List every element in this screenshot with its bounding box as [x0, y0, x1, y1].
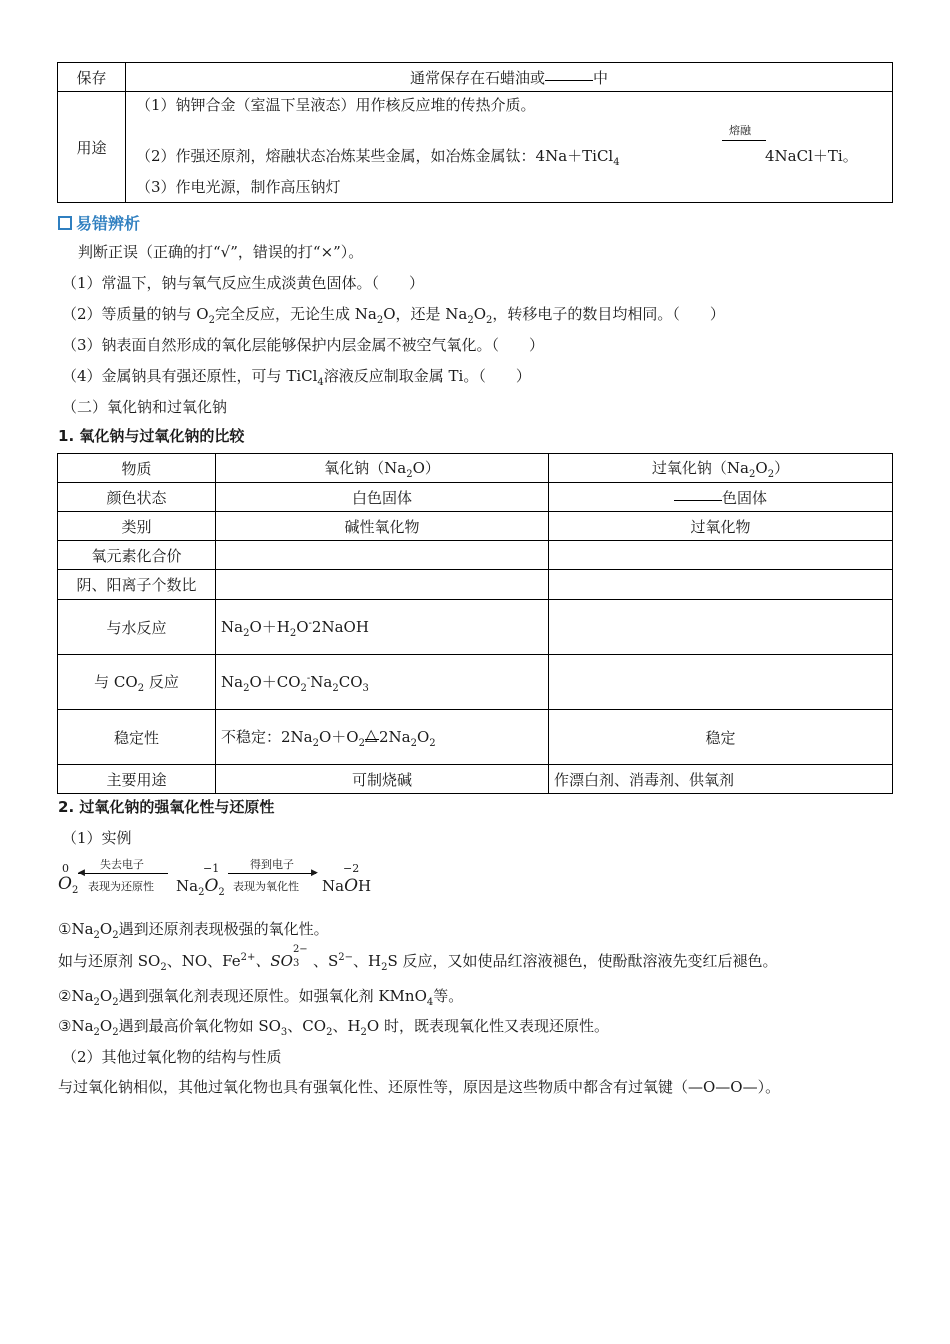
row-color-label: 颜色状态 [58, 483, 216, 512]
row-valence-na2o[interactable] [216, 541, 549, 570]
row-valence-na2o2[interactable] [549, 541, 893, 570]
error-q4: （4）金属钠具有强还原性，可与 TiCl$_4$溶液反应制取金属 Ti。（ ） [62, 367, 531, 388]
valence-0: 0 [62, 862, 69, 875]
row-water-label: 与水反应 [58, 600, 216, 655]
part2-sub2: （2）其他过氧化物的结构与性质 [62, 1048, 282, 1066]
arrow-line-right [228, 873, 316, 874]
answer-blank[interactable] [545, 80, 593, 81]
part2-title: 2. 过氧化钠的强氧化性与还原性 [58, 798, 275, 816]
section-heading-error: 易错辨析 [58, 211, 140, 234]
usage-item-3: （3）作电光源，制作高压钠灯 [136, 178, 341, 196]
point-3: $③Na_2O_2$遇到最高价氧化物如 $SO_3$、$CO_2$、$H_2O$ 时，既表现氧化性又表现还原性。 [58, 1017, 609, 1038]
usage-item-1: （1）钠钾合金（室温下呈液态）用作核反应堆的传热介质。 [136, 96, 536, 114]
row-co2-label: 与 $CO_2$ 反应 [58, 655, 216, 710]
subsection-title: （二）氧化钠和过氧化钠 [62, 398, 228, 416]
error-q1: （1）常温下，钠与氧气反应生成淡黄色固体。（ ） [62, 274, 425, 292]
reaction-arrow-line [722, 140, 766, 141]
storage-text: 通常保存在石蜡油或 中 [126, 63, 893, 92]
error-q2: （2）等质量的钠与 $O_2$完全反应，无论生成 $Na_2O$，还是 $Na_2O_2$，转移电子的数目均相同。（ ） [62, 305, 725, 326]
compare-title: 1. 氧化钠与过氧化钠的比较 [58, 427, 245, 445]
row-co2-na2o2[interactable] [549, 655, 893, 710]
usage-item-2: （2）作强还原剂，熔融状态冶炼某些金属，如冶炼金属钛：4Na＋TiCl$_4$ [136, 147, 620, 168]
row-stability-label: 稳定性 [58, 710, 216, 765]
usage-item-2-product: 4NaCl＋Ti。 [765, 147, 858, 165]
point-1-examples: 如与还原剂 $SO_2$、NO、$Fe^{2+}$、SO 2− 3 、$S^{2-}$、$H_2S$ 反应，又如使品红溶液褪色，使酚酞溶液先变红后褪色。 [58, 944, 778, 973]
row-type-na2o: 碱性氧化物 [216, 512, 549, 541]
row-color-na2o2: 色固体 [549, 483, 893, 512]
row-type-label: 类别 [58, 512, 216, 541]
valence-minus1: −1 [203, 862, 220, 875]
naoh-formula: NaOH [322, 876, 372, 896]
usage-label: 用途 [58, 92, 126, 203]
row-stability-na2o: 不稳定：$2Na_2O+O_2$ △ $2Na_2O_2$ [216, 710, 549, 765]
valence-minus2: −2 [343, 862, 360, 875]
row-water-na2o2[interactable] [549, 600, 893, 655]
storage-usage-table [57, 62, 893, 203]
row-type-na2o2: 过氧化物 [549, 512, 893, 541]
arrow-left-icon: ◀ [78, 868, 85, 878]
row-use-label: 主要用途 [58, 765, 216, 794]
point-peroxide: 与过氧化钠相似，其他过氧化物也具有强氧化性、还原性等，原因是这些物质中都含有过氧键（—O—O—）。 [58, 1078, 781, 1096]
row-ions-na2o[interactable] [216, 570, 549, 600]
usage-content [126, 92, 893, 203]
oxidative-label: 表现为氧化性 [233, 880, 299, 893]
reaction-condition: 熔融 [729, 124, 751, 137]
header-na2o2: 过氧化钠$(Na_2O_2)$ [549, 454, 893, 483]
row-stability-na2o2: 稳定 [549, 710, 893, 765]
row-use-na2o: 可制烧碱 [216, 765, 549, 794]
row-valence-label: 氧元素化合价 [58, 541, 216, 570]
row-use-na2o2: 作漂白剂、消毒剂、供氧剂 [549, 765, 893, 794]
point-2: $②Na_2O_2$遇到强氧化剂表现还原性。如强氧化剂 KMnO$_4$等。 [58, 987, 464, 1008]
arrow-right-icon: ▶ [311, 868, 318, 878]
compare-table [57, 453, 893, 794]
row-water-na2o: $Na_2O+H_2O^-2NaOH$ [216, 600, 549, 655]
part2-sub1: （1）实例 [62, 829, 132, 847]
reductive-label: 表现为还原性 [88, 880, 154, 893]
square-icon [58, 216, 72, 230]
row-ions-na2o2[interactable] [549, 570, 893, 600]
arrow-line-left [78, 873, 168, 874]
row-color-na2o: 白色固体 [216, 483, 549, 512]
gain-electron-label: 得到电子 [250, 858, 294, 871]
redox-diagram [58, 856, 398, 900]
header-prop: 物质 [58, 454, 216, 483]
header-na2o: 氧化钠$(Na_2O)$ [216, 454, 549, 483]
lose-electron-label: 失去电子 [100, 858, 144, 871]
answer-blank[interactable] [674, 500, 722, 501]
error-q3: （3）钠表面自然形成的氧化层能够保护内层金属不被空气氧化。（ ） [62, 336, 545, 354]
point-1: $①Na_2O_2$遇到还原剂表现极强的氧化性。 [58, 920, 329, 941]
storage-label: 保存 [58, 63, 126, 92]
row-co2-na2o: $Na_2O+CO_2^-Na_2CO_3$ [216, 655, 549, 710]
row-ions-label: 阴、阳离子个数比 [58, 570, 216, 600]
o2-formula: $O_2$ [58, 874, 79, 896]
error-intro: 判断正误（正确的打“√”，错误的打“×”）。 [78, 243, 364, 261]
na2o2-formula: $Na_2O_2$ [176, 876, 225, 898]
